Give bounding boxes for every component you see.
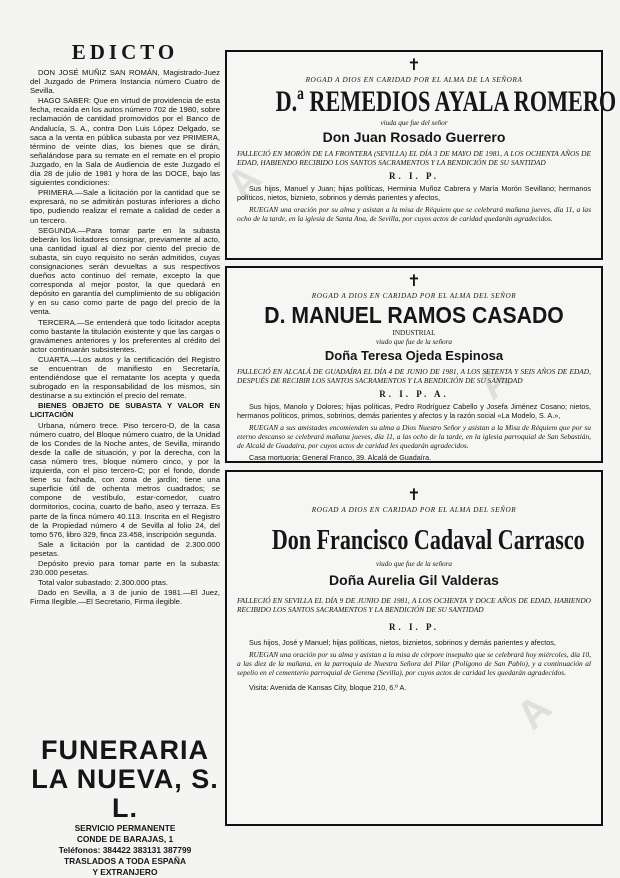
total-text: Total valor subastado: 2.300.000 ptas.	[38, 578, 168, 588]
edicto-body	[30, 68, 220, 606]
rogad-line: ROGAD A DIOS EN CARIDAD POR EL ALMA DE LA SEÑORA	[305, 76, 523, 84]
edicto-paragraph: TERCERA.—Se entenderá que todo licitador acepta como bastante la titulación existente y que las cargas o gravámenes anteriores y los preferentes al crédito del actor continuarán subsistentes.	[30, 317, 220, 354]
fallecio-text: FALLECIÓ EN SEVILLA EL DÍA 9 DE JUNIO DE 1981, A LOS OCHENTA Y DOCE AÑOS DE EDAD, HABIENDO RECIBIDO LOS SANTOS SACRAMENTOS Y LA BENDICIÓN DE SU SANTIDAD	[237, 596, 591, 614]
esquela-francisco-cadaval	[225, 470, 603, 826]
funeraria-ad	[30, 736, 220, 878]
spouse-name: Don Juan Rosado Guerrero	[322, 129, 506, 145]
edicto-title: EDICTO	[71, 40, 179, 64]
cross-icon: ✝	[407, 487, 421, 504]
rip-line: R. I. P.	[389, 171, 439, 181]
viudo-line: viudo que fue de la señora	[375, 560, 453, 568]
cross-icon: ✝	[407, 57, 421, 74]
rogad-line: ROGAD A DIOS EN CARIDAD POR EL ALMA DEL SEÑOR	[311, 506, 517, 514]
ruegan-text: RUEGAN una oración por su alma y asistan a la misa de córpore insepulto que se celebrará hoy miércoles, día 10, a las diez de la mañana, en la parroquia de Nuestra Señora del Pilar (Polígono de San Pablo), y a continuación al sepelio en el cementerio parroquial de Gerena (Sevilla), por cuyos actos de caridad les quedarán agradecidos.	[237, 650, 591, 677]
rogad-line: ROGAD A DIOS EN CARIDAD POR EL ALMA DEL SEÑOR	[311, 292, 517, 300]
edicto-column	[30, 40, 220, 877]
deceased-name: D.ª REMEDIOS AYALA ROMERO	[275, 85, 617, 118]
viudo-line: viudo que fue de la señora	[375, 338, 453, 346]
profession-line: INDUSTRIAL	[392, 329, 436, 337]
bienes-heading: BIENES OBJETO DE SUBASTA Y VALOR EN LICITACIÓN	[30, 401, 220, 420]
funeraria-calle: CONDE DE BARAJAS, 1	[76, 834, 174, 844]
deposito-text: Depósito previo para tomar parte en la subasta: 230.000 pesetas.	[30, 558, 220, 578]
fallecio-text: FALLECIÓ EN MORÓN DE LA FRONTERA (SEVILLA) EL DÍA 3 DE MAYO DE 1981, A LOS OCHENTA AÑOS DE EDAD, HABIENDO RECIBIDO LOS SANTOS SACRAMENTOS Y LA BENDICIÓN DE SU SANTIDAD	[237, 149, 591, 167]
rip-line: R. I. P.	[389, 622, 439, 632]
funeraria-servicio: SERVICIO PERMANENTE	[74, 823, 176, 833]
funeraria-traslados: TRASLADOS A TODA ESPAÑA	[63, 856, 187, 866]
edicto-paragraph: HAGO SABER: Que en virtud de providencia de esta fecha, recaída en los autos número 702 de 1980, sobre reclamación de cantidad promovidos por el Banco de Andalucía, S. A., contra Don Luis López Delgado, se saca a la venta en pública subasta por vez PRIMERA, término de veinte días, los bienes que se dirán, señalándose para su remate en el remate en el propio Juzgado, en la Sala de Audiencia de este Juzgado el día 28 de julio de 1981 y hora de las DOCE, bajo las siguientes condiciones:	[30, 96, 220, 188]
spouse-name: Doña Aurelia Gil Valderas	[329, 572, 499, 588]
domicilio-text: Visita: Avenida de Kansas City, bloque 210, 6.º A.	[249, 683, 407, 692]
firma-text: Dado en Sevilla, a 3 de junio de 1981.—El Juez, Firma Ilegible.—El Secretario, Firma ilegible.	[30, 588, 220, 607]
cross-icon: ✝	[407, 273, 421, 290]
funeraria-name-2: LA NUEVA, S. L.	[31, 764, 219, 823]
bienes-text: Urbana, número trece. Piso tercero-D, de la casa número cuatro, del Bloque número cuatro, de la Unidad de los Condes de la Noche antes, de Sevilla, mirando desde la calle de situación, y por la derecha, con la casa número tres, bloque número cinco, y por la izquierda, con el piso tercero-C; por el fondo, donde tiene su fachada, con zona de jardín; tiene una superficie útil de ochenta metros cuadrados; se compone de vestíbulo, estar-comedor, cuatro dormitorios, cocina, cuarto de baño, aseo y terraza. Es parte de la finca número 40.113. Inscrita en el Registro de la Propiedad número 4 de Sevilla al folio 24, del tomo 576, libro 329, finca 23.458, inscripción segunda.	[30, 420, 220, 539]
valor-text: Sale a licitación por la cantidad de 2.300.000 pesetas.	[30, 539, 220, 558]
domicilio-text: Casa mortuoria: General Franco, 39. Alcalá de Guadaíra.	[249, 453, 432, 462]
spouse-name: Doña Teresa Ojeda Espinosa	[324, 348, 504, 363]
viuda-line: viuda que fue del señor	[380, 119, 448, 127]
fallecio-text: FALLECIÓ EN ALCALÁ DE GUADAÍRA EL DÍA 4 DE JUNIO DE 1981, A LOS SETENTA Y SEIS AÑOS DE EDAD, DESPUÉS DE RECIBIR LOS SANTOS SACRAMENTOS Y LA BENDICIÓN DE SU SANTIDAD	[237, 367, 591, 385]
esquela-remedios-ayala	[225, 50, 617, 260]
deceased-name: Don Francisco Cadaval Carrasco	[271, 524, 585, 556]
ruegan-text: RUEGAN a sus amistades encomienden su alma a Dios Nuestro Señor y asistan a la Misa de Réquiem que por su eterno descanso se celebrará mañana jueves, día 11, a las ocho de la tarde, en la iglesia parroquial de San Sebastián, de Alcalá de Guadaíra, por cuyos actos de caridad les quedarán agradecidos.	[237, 423, 591, 450]
rip-line: R. I. P. A.	[379, 389, 449, 399]
family-text: Sus hijos, Manolo y Dolores; hijas políticas, Pedro Rodríguez Cabello y Josefa Jiménez Cosano; nietos, hermanos políticos, primos, sobrinos, demás parientes y afectos y la razón social «La Modelo, S. A.»,	[237, 402, 591, 420]
esquela-manuel-ramos	[225, 266, 603, 463]
funeraria-extranjero: Y EXTRANJERO	[92, 867, 158, 877]
deceased-name: D. MANUEL RAMOS CASADO	[264, 302, 564, 328]
edicto-paragraph: CUARTA.—Los autos y la certificación del Registro se encuentran de manifiesto en Secretaría, entendiéndose que el rematante los acepta y queda subrogado en la responsabilidad de los mismos, sin destinarse a su extinción el precio del remate.	[30, 354, 220, 401]
funeraria-telefonos: Teléfonos: 384422 383131 387799	[58, 845, 192, 855]
edicto-paragraph: PRIMERA.—Sale a licitación por la cantidad que se expresará, no se admitirán posturas inferiores a dicho tipo, pudiendo realizar el remate a calidad de ceder a un tercero.	[30, 188, 220, 225]
edicto-paragraph: DON JOSÉ MUÑIZ SAN ROMÁN, Magistrado-Juez del Juzgado de Primera Instancia número Cuatro de Sevilla.	[30, 68, 220, 96]
ruegan-text: RUEGAN una oración por su alma y asistan a la misa de Réquiem que se celebrará mañana jueves, día 11, a las ocho de la tarde, en la iglesia de Santa Ana, de Sevilla, por cuyos actos de caridad quedarán agradecidos.	[237, 205, 591, 223]
family-text: Sus hijos, Manuel y Juan; hijas políticas, Herminia Muñoz Cabrera y María Morón Sevillano; hermanos políticos, nietos, biznieto, sobrinos y demás parientes y afectos,	[237, 184, 591, 202]
funeraria-name-1: FUNERARIA	[41, 735, 209, 765]
edicto-paragraph: SEGUNDA.—Para tomar parte en la subasta deberán los licitadores consignar, previamente al acto, una cantidad igual al diez por ciento del precio de subasta, sin cuyo requisito no serán admitidos, cuyas consignaciones serán devueltas a sus respectivos dueños acto continuo del remate, excepto la que corresponda al mejor postor, la que quedará en depósito en garantía del cumplimiento de su obligación y en su caso como parte de pago del precio de la venta.	[30, 225, 220, 317]
family-text: Sus hijos, José y Manuel; hijas políticas, nietos, biznietos, sobrinos y demás parientes y afectos,	[249, 638, 556, 647]
